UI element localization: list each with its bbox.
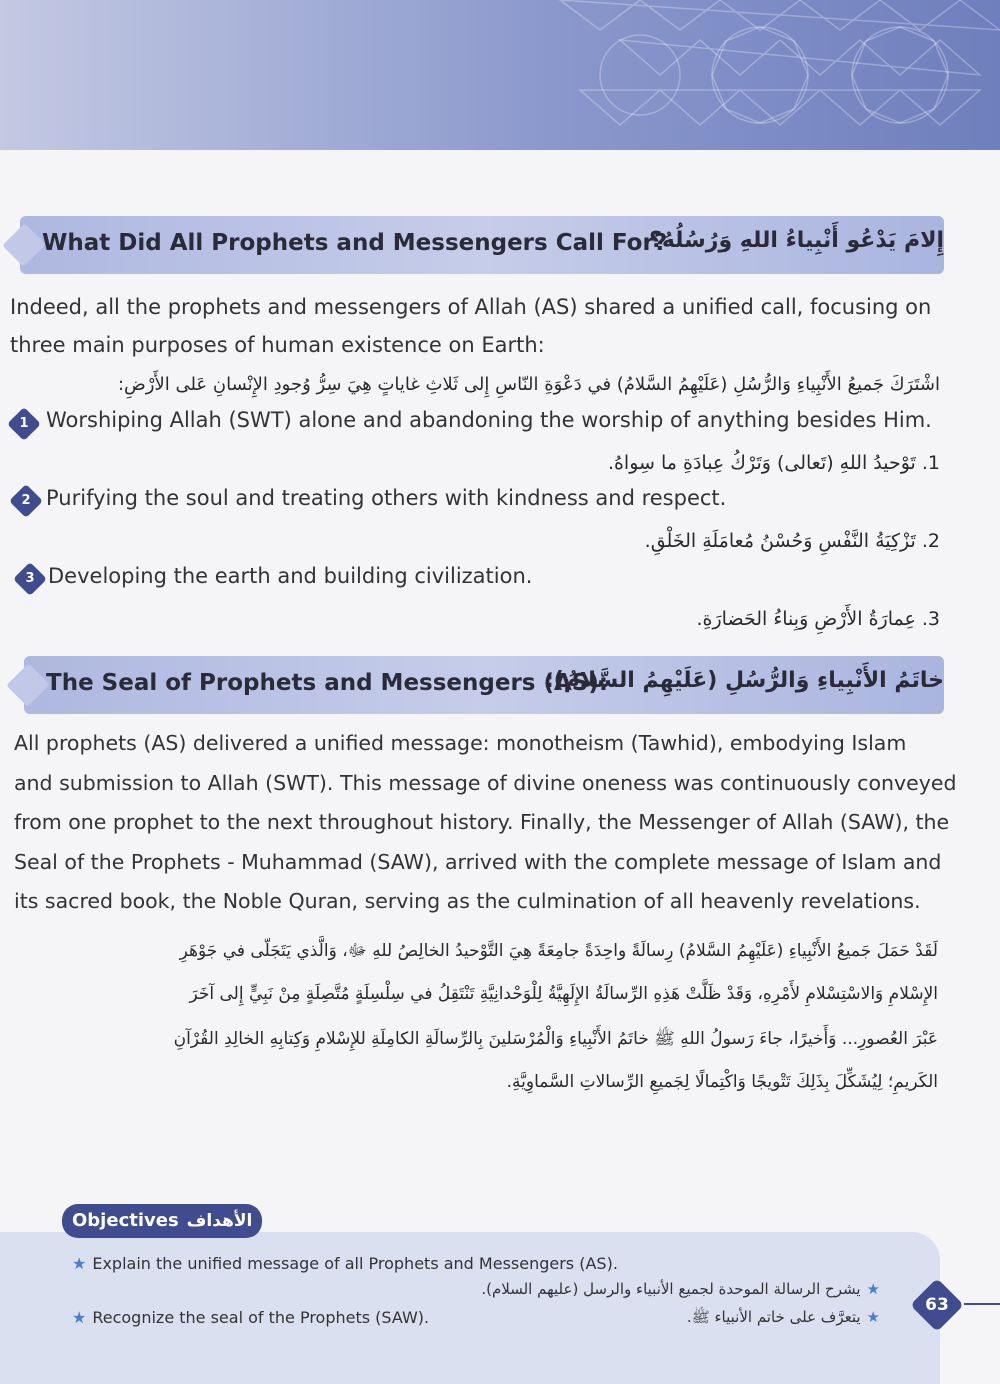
objective-item-en: ★ Explain the unified message of all Prophets and Messengers (AS). bbox=[72, 1254, 618, 1273]
section-title-en: The Seal of Prophets and Messengers (AS): bbox=[46, 670, 609, 696]
paragraph-ar-line: عَبْرَ العُصورِ... وَأَخيرًا، جاءَ رَسولُ اللهِ ﷺ خاتَمُ الأَنْبِياءِ وَالْمُرْسَلينَ بِالرِّسالَةِ الكامِلَةِ للإِسْلامِ وَكِتابِهِ الخالِدِ القُرْآنِ bbox=[173, 1029, 938, 1049]
header-ornament bbox=[6, 663, 49, 706]
paragraph-en-line: Seal of the Prophets - Muhammad (SAW), arrived with the complete message of Islam and bbox=[14, 850, 942, 874]
number-badge: 1 bbox=[7, 407, 41, 441]
section-title-ar: إِلامَ يَدْعُو أَنْبِياءُ اللهِ وَرُسُلُهُ؟ bbox=[649, 228, 944, 253]
section-title-en: What Did All Prophets and Messengers Call For? bbox=[42, 230, 668, 256]
star-icon: ★ bbox=[866, 1308, 880, 1326]
paragraph-en-line: All prophets (AS) delivered a unified message: monotheism (Tawhid), embodying Islam bbox=[14, 731, 907, 755]
paragraph-ar-line: الكَريمِ؛ لِيُشَكِّلَ بِذَلِكَ تَتْويجًا وَاكْتِمالًا لِجَميعِ الرِّسالاتِ السَّماوِيَّةِ. bbox=[506, 1072, 938, 1092]
intro-line-1: Indeed, all the prophets and messengers of Allah (AS) shared a unified call, focusing on bbox=[10, 295, 932, 319]
star-icon: ★ bbox=[72, 1254, 87, 1273]
section-title-ar: خاتَمُ الأَنْبِياءِ وَالرُّسُلِ (عَلَيْهِمُ السَّلامُ): bbox=[544, 668, 944, 693]
list-item-en: Developing the earth and building civilization. bbox=[48, 564, 533, 588]
decorative-banner bbox=[0, 0, 1000, 150]
geometric-pattern-icon bbox=[0, 0, 1000, 150]
paragraph-en-line: its sacred book, the Noble Quran, serving as the culmination of all heavenly revelations. bbox=[14, 889, 921, 913]
intro-ar: اشْتَرَكَ جَميعُ الأَنْبِياءِ وَالرُّسُلِ (عَلَيْهِمُ السَّلامُ) في دَعْوَةِ النّاسِ إِلى ثَلاثِ غاياتٍ هِيَ سِرُّ وُجودِ الإِنْسانِ عَلى الأَرْضِ: bbox=[117, 374, 940, 395]
intro-line-2: three main purposes of human existence on Earth: bbox=[10, 333, 545, 357]
number-badge: 2 bbox=[9, 484, 43, 518]
number-badge: 3 bbox=[13, 562, 47, 596]
paragraph-ar-line: لَقَدْ حَمَلَ جَميعُ الأَنْبِياءِ (عَلَيْهِمُ السَّلامُ) رِسالَةً واحِدَةً جامِعَةً هِيَ التَّوْحيدُ الخالِصُ للهِ ﷻ، وَالَّذي يَتَجَلّى في جَوْهَرِ bbox=[179, 941, 938, 961]
paragraph-en-line: from one prophet to the next throughout history. Finally, the Messenger of Allah (SAW), the bbox=[14, 810, 950, 834]
section-header bbox=[20, 216, 944, 274]
objective-item-en: ★ Recognize the seal of the Prophets (SAW). bbox=[72, 1308, 430, 1327]
page-number: 63 bbox=[910, 1278, 964, 1332]
list-item-en: Worshiping Allah (SWT) alone and abandoning the worship of anything besides Him. bbox=[46, 408, 932, 432]
star-icon: ★ bbox=[866, 1280, 880, 1298]
paragraph-en-line: and submission to Allah (SWT). This message of divine oneness was continuously conveyed bbox=[14, 771, 957, 795]
list-item-ar: 3. عِمارَةُ الأَرْضِ وَبِناءُ الحَضارَةِ. bbox=[696, 608, 940, 630]
objective-item-ar: ★يشرح الرسالة الموحدة لجميع الأنبياء والرسل (عليهم السلام). bbox=[481, 1280, 880, 1298]
objectives-label: Objectives الأهداف bbox=[62, 1204, 262, 1238]
page-number-rule bbox=[964, 1303, 1000, 1305]
list-item-ar: 1. تَوْحيدُ اللهِ (تَعالى) وَتَرْكُ عِبادَةِ ما سِواهُ. bbox=[607, 452, 940, 474]
header-ornament bbox=[2, 223, 45, 266]
list-item-en: Purifying the soul and treating others with kindness and respect. bbox=[46, 486, 727, 510]
section-header bbox=[24, 656, 944, 714]
paragraph-ar-line: الإِسْلامِ وَالاسْتِسْلامِ لأَمْرِهِ، وَقَدْ ظَلَّتْ هَذِهِ الرِّسالَةُ الإِلَهِيَّةُ لِلْوَحْدانِيَّةِ تَنْتَقِلُ في سِلْسِلَةٍ مُتَّصِلَةٍ مِنْ نَبِيٍّ إِلى آخَرَ bbox=[189, 984, 938, 1004]
list-item-ar: 2. تَزْكِيَةُ النَّفْسِ وَحُسْنُ مُعامَلَةِ الخَلْقِ. bbox=[644, 530, 940, 552]
star-icon: ★ bbox=[72, 1308, 87, 1327]
objective-item-ar: ★يتعرَّف على خاتم الأنبياء ﷺ. bbox=[686, 1308, 880, 1326]
